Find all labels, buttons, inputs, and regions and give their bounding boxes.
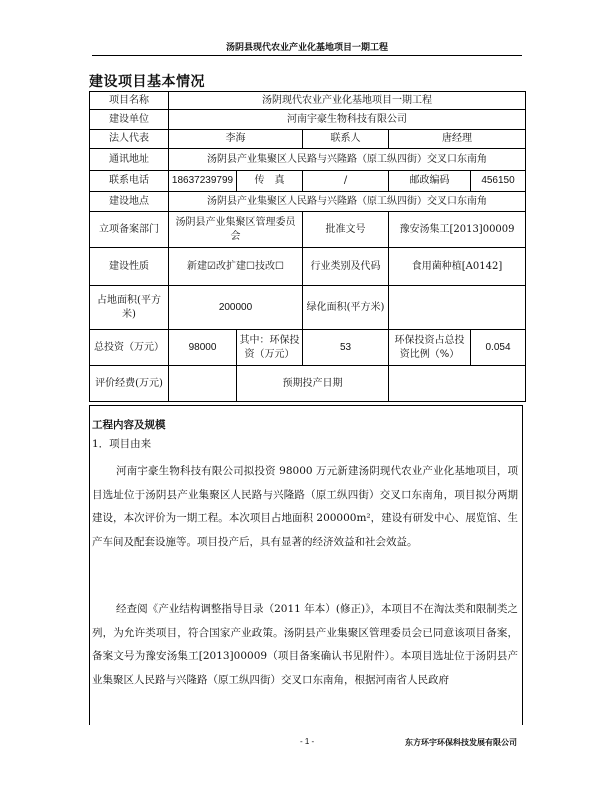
running-header: 汤阴县现代农业产业化基地项目一期工程 — [225, 43, 388, 53]
builder: 河南宇豪生物科技有限公司 — [169, 110, 526, 130]
header-divider — [92, 55, 522, 56]
approval-dept: 汤阴县产业集聚区管理委员会 — [169, 212, 303, 248]
industry: 食用菌种植[A0142] — [389, 248, 526, 286]
approval-dept-label: 立项备案部门 — [90, 212, 169, 248]
paragraph-1 — [92, 460, 518, 554]
env-invest: 53 — [303, 330, 389, 366]
nature-label: 建设性质 — [90, 248, 169, 286]
legal-rep-label: 法人代表 — [90, 130, 169, 149]
contact-label: 联系人 — [303, 130, 389, 149]
basic-info-table — [89, 91, 526, 402]
area-label: 占地面积(平方米) — [90, 286, 169, 330]
address-label: 通讯地址 — [90, 149, 169, 171]
phone-label: 联系电话 — [90, 171, 169, 192]
paragraph-1-text: 河南宇豪生物科技有限公司拟投资 98000 万元新建汤阴现代农业产业化基地项目，项目选址位于汤阴县产业集聚区人民路与兴隆路（原工纵四街）交叉口东南角，项目拟分两期建设，本次评价为一期工程。本次项目占地面积 200000m²，建设有研发中心、展览馆、生产车间及配套设施等。项目投产后，具有显著的经济效益和社会效益。 — [92, 465, 518, 548]
postcode-label: 邮政编码 — [389, 171, 471, 192]
subsection-title: 1．项目由来 — [92, 438, 152, 450]
paragraph-2 — [92, 598, 518, 692]
project-name-label: 项目名称 — [90, 92, 169, 110]
env-ratio: 0.054 — [471, 330, 526, 366]
site: 汤阴县产业集聚区人民路与兴隆路（原工纵四街）交叉口东南角 — [169, 192, 526, 212]
eval-fee — [169, 366, 237, 402]
green-label: 绿化面积(平方米) — [303, 286, 389, 330]
phone: 18637239799 — [169, 171, 237, 192]
green — [389, 286, 526, 330]
page-title: 建设项目基本情况 — [89, 74, 205, 90]
project-name: 汤阴现代农业产业化基地项目一期工程 — [169, 92, 526, 110]
builder-label: 建设单位 — [90, 110, 169, 130]
section-title: 工程内容及规模 — [92, 419, 166, 431]
fax-label: 传 真 — [237, 171, 303, 192]
env-invest-label: 其中：环保投资（万元） — [237, 330, 303, 366]
nature: 新建☑改扩建☐技改☐ — [169, 248, 303, 286]
approval-no-label: 批准文号 — [303, 212, 389, 248]
investment-label: 总投资（万元） — [90, 330, 169, 366]
investment: 98000 — [169, 330, 237, 366]
postcode: 456150 — [471, 171, 526, 192]
start-date — [389, 366, 526, 402]
area: 200000 — [169, 286, 303, 330]
page-number: - 1 - — [300, 737, 315, 746]
legal-rep: 李海 — [169, 130, 303, 149]
address: 汤阴县产业集聚区人民路与兴隆路（原工纵四街）交叉口东南角 — [169, 149, 526, 171]
approval-no: 豫安汤集工[2013]00009 — [389, 212, 526, 248]
industry-label: 行业类别及代码 — [303, 248, 389, 286]
footer-company: 东方环宇环保科技发展有限公司 — [405, 738, 517, 747]
contact: 唐经理 — [389, 130, 526, 149]
fax: / — [303, 171, 389, 192]
paragraph-2-text: 经查阅《产业结构调整指导目录（2011 年本）(修正)》，本项目不在淘汰类和限制类之列，为允许类项目，符合国家产业政策。汤阴县产业集聚区管理委员会已同意该项目备案，备案文号为豫安汤集工[2013]00009（项目备案确认书见附件）。本项目选址位于汤阴县产业集聚区人民路与兴隆路（原工纵四街）交叉口东南角，根据河南省人民政府 — [92, 603, 518, 686]
eval-fee-label: 评价经费(万元) — [90, 366, 169, 402]
env-ratio-label: 环保投资占总投资比例（%） — [389, 330, 471, 366]
start-date-label: 预期投产日期 — [237, 366, 389, 402]
site-label: 建设地点 — [90, 192, 169, 212]
